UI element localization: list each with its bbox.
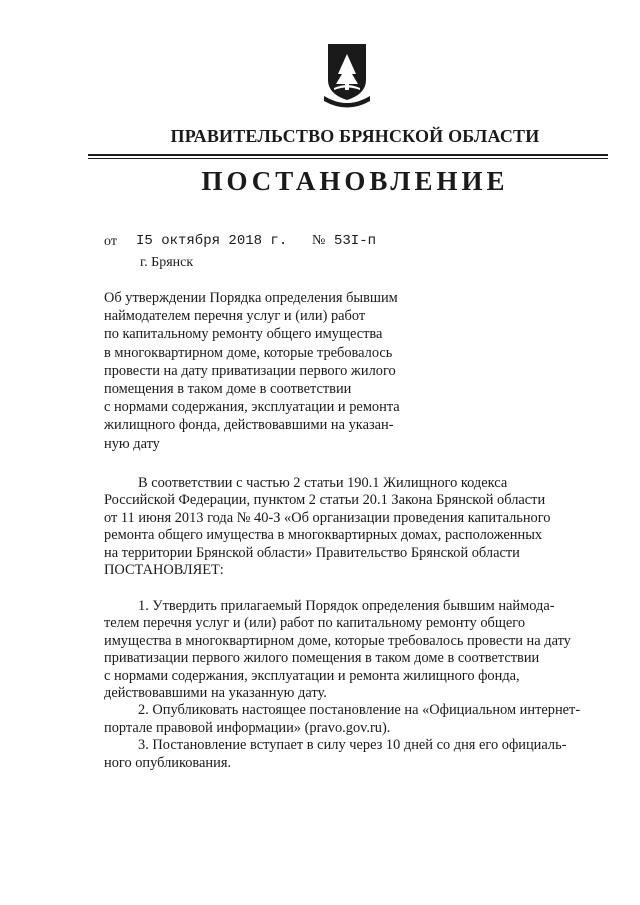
item-line: ного опубликования. — [104, 754, 232, 771]
preamble-line: Российской Федерации, пунктом 2 статьи 20.1 Закона Брянской области — [104, 492, 546, 509]
item-line: действовавшими на указанную дату. — [104, 685, 327, 702]
subject-line: наймодателем перечня услуг и (или) работ — [104, 308, 366, 325]
document-title: ПОСТАНОВЛЕНИЕ — [201, 166, 509, 196]
item-line: с нормами содержания, эксплуатации и ремонта жилищного фонда, — [104, 667, 520, 684]
preamble-line: ремонта общего имущества в многоквартирных домах, расположенных — [104, 527, 543, 544]
header-rule-thin — [88, 158, 608, 159]
subject-line: с нормами содержания, эксплуатации и ремонта — [104, 399, 400, 416]
preamble-line: на территории Брянской области» Правительство Брянской области — [104, 544, 520, 561]
subject-line: ную дату — [104, 435, 160, 452]
subject-line: Об утверждении Порядка определения бывшим — [104, 290, 398, 306]
subject-line: провести на дату приватизации первого жилого — [104, 362, 396, 379]
coat-of-arms-icon — [320, 40, 374, 112]
item-line: 2. Опубликовать настоящее постановление на «Официальном интернет- — [138, 702, 581, 719]
resolution-word: ПОСТАНОВЛЯЕТ: — [104, 562, 224, 579]
item-line: приватизации первого жилого помещения в таком доме в соответствии — [104, 650, 540, 667]
number-prefix: № — [312, 233, 326, 248]
document-date: I5 октября 2018 г. — [136, 233, 288, 249]
item-line: портале правовой информации» (pravo.gov.ru). — [104, 719, 391, 736]
header-rule-thick — [88, 154, 608, 156]
subject-line: по капитальному ремонту общего имущества — [104, 326, 383, 343]
subject-line: в многоквартирном доме, которые требовалось — [104, 344, 393, 361]
resolution-items — [104, 598, 604, 772]
item-line: имущества в многоквартирном доме, которые требовалось провести на дату — [104, 632, 571, 649]
city: г. Брянск — [140, 255, 194, 270]
document-number: 53I-п — [334, 233, 377, 249]
government-name: ПРАВИТЕЛЬСТВО БРЯНСКОЙ ОБЛАСТИ — [170, 126, 540, 146]
item-line: 3. Постановление вступает в силу через 10 дней со дня его официаль- — [138, 737, 567, 754]
bryansk-coat-of-arms-emblem — [320, 40, 374, 112]
preamble-paragraph — [104, 475, 604, 579]
subject-line: жилищного фонда, действовавшими на указан- — [104, 417, 394, 434]
document-subject — [104, 289, 416, 453]
item-line: 1. Утвердить прилагаемый Порядок определения бывшим наймода- — [138, 598, 555, 614]
date-prefix: от — [104, 234, 117, 249]
preamble-line: В соответствии с частью 2 статьи 190.1 Жилищного кодекса — [138, 475, 508, 491]
item-line: телем перечня услуг и (или) работ по капитальному ремонту общего — [104, 615, 526, 632]
preamble-line: от 11 июня 2013 года № 40-З «Об организации проведения капитального — [104, 509, 551, 526]
subject-line: помещения в таком доме в соответствии — [104, 381, 352, 398]
